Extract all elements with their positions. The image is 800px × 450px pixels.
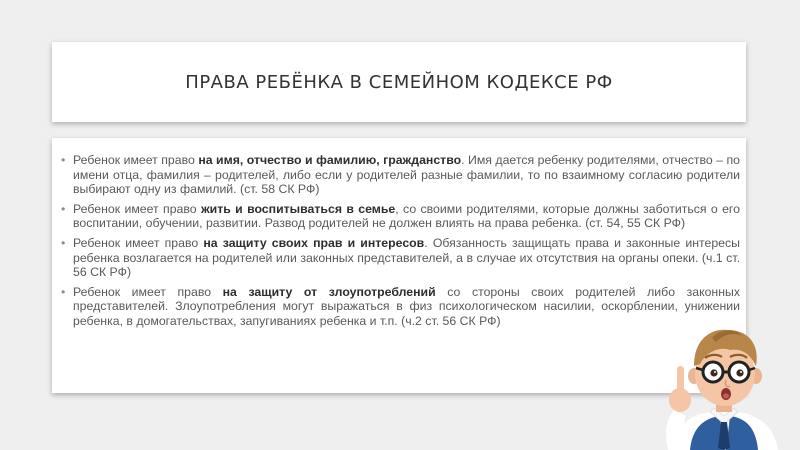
boy-pointing-up-icon (650, 324, 800, 450)
bullet-bold-text: на имя, отчество и фамилию, гражданство (198, 153, 462, 167)
list-item (61, 285, 740, 329)
bullet-list (52, 138, 746, 329)
bullet-marker: • (61, 153, 66, 167)
bullet-prefix: Ребенок имеет право (73, 201, 201, 216)
bullet-marker: • (61, 201, 66, 216)
content-card (52, 138, 746, 393)
list-item (61, 236, 740, 280)
bullet-bold-text: на защиту от злоупотреблений (222, 284, 436, 299)
bullet-prefix: Ребенок имеет право (73, 153, 199, 167)
list-item (61, 202, 740, 231)
bullet-suffix: , со своими родителями, которые должны заботиться о его воспитании, обучении, развитии. Развод родителей не должен влиять на права ребенка. (ст. 54, 55 СК РФ) (73, 201, 740, 231)
bullet-prefix: Ребенок имеет право (73, 284, 223, 299)
bullet-marker: • (61, 235, 66, 250)
list-item (61, 153, 740, 197)
bullet-suffix: . Имя дается ребенку родителями, отчество – по имени отца, фамилия – родителей, либо если у родителей разные фамилии, то по взаимному согласию родители выбирают одну из фамилий. (ст. 58 СК РФ) (73, 153, 740, 197)
slide-title: ПРАВА РЕБЁНКА В СЕМЕЙНОМ КОДЕКСЕ РФ (185, 71, 613, 93)
bullet-marker: • (61, 284, 66, 299)
bullet-bold-text: жить и воспитываться в семье (200, 201, 396, 216)
bullet-suffix: . Обязанность защищать права и законные интересы ребенка возлагается на родителей или законных представителей, а в случае их отсутствия на органы опеки. (ч.1 ст. 56 СК РФ) (73, 235, 741, 280)
bullet-suffix: со стороны своих родителей либо законных представителей. Злоупотребления могут выражаться в физ психологическом насилии, оскорблении, унижении ребенка, в домогательствах, запугиваниях ребенка и т.п. (ч.2 ст. 56 СК РФ) (73, 284, 741, 328)
bullet-bold-text: на защиту своих прав и интересов (203, 235, 425, 250)
title-card (52, 42, 746, 122)
bullet-prefix: Ребенок имеет право (73, 235, 204, 250)
